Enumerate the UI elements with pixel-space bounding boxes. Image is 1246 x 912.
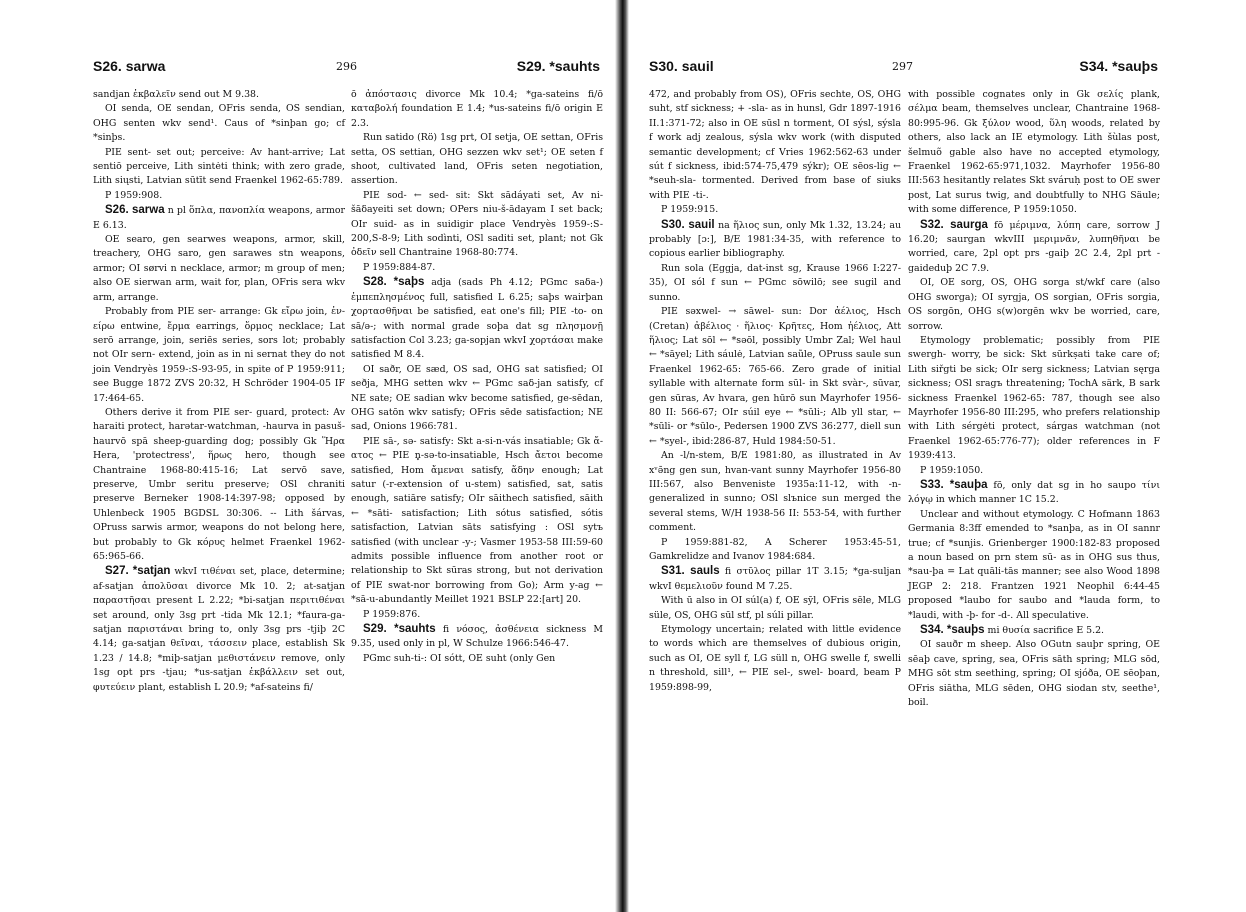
paragraph-text: P 1959:884-87. <box>363 261 436 273</box>
left-header-left: S26. sarwa <box>93 58 166 74</box>
text-paragraph <box>908 464 1160 478</box>
paragraph-text: Run satido (Rö) 1sg prt, OI setja, OE settan, OFris setta, OS settian, OHG sezzen wkv set¹; OE seten f shoot, cultivated land, OFris seten negotiation, assertion. <box>351 132 603 187</box>
right-header-right: S34. *sauþs <box>1079 58 1158 74</box>
left-column-1 <box>93 88 345 695</box>
entry-headword: S33. *sauþa <box>920 478 988 491</box>
right-column-2 <box>908 88 1160 710</box>
left-page-number: 296 <box>336 60 357 73</box>
entry-headword: S32. saurga <box>920 218 988 231</box>
right-page-header <box>624 58 1246 78</box>
paragraph-text: P 1959:876. <box>363 608 421 620</box>
paragraph-text: PIE sent- set out; perceive: Av hant-arrive; Lat sentiō perceive, Lith sintėti think; with zero grade, Lith siųsti, Latvian sūtīt send Fraenkel 1962-65:789. <box>93 146 345 187</box>
text-paragraph <box>351 435 603 608</box>
entry-headword: S28. *saþs <box>363 276 425 289</box>
text-paragraph <box>93 102 345 145</box>
right-header-left: S30. sauil <box>649 58 714 74</box>
entry-paragraph <box>908 218 1160 277</box>
paragraph-text: P 1959:908. <box>105 189 163 201</box>
text-paragraph <box>351 608 603 622</box>
paragraph-text: na ἥλιος sun, only Mk 1.32, 13.24; au probably [ɔ:], B/E 1981:34-35, with reference to copious earlier bibliography. <box>649 219 902 260</box>
paragraph-text: sandjan ἐκβαλεῖν send out M 9.38. <box>93 89 259 100</box>
right-page-number: 297 <box>892 60 913 73</box>
entry-paragraph <box>351 622 603 652</box>
entry-headword: S31. sauls <box>661 565 720 578</box>
paragraph-text: An -l/n-stem, B/E 1981:80, as illustrated in Av xᵛə̄ng gen sun, hvan-vant sunny Mayrhofer 1956-80 III:567, also Benveniste 1935a:11-12, with -n- generalized in sunno; OSl slъnice sun merged the several stems, W/H 1938-56 II: 553-54, with further comment. <box>649 450 901 534</box>
entry-paragraph <box>93 203 345 233</box>
entry-paragraph <box>649 218 901 262</box>
left-column-2 <box>351 88 603 666</box>
text-paragraph <box>649 623 901 695</box>
paragraph-text: Probably from PIE ser- arrange: Gk εἴρω join, ἐν-είρω entwine, ἔρμα earrings, ὅρμος necklace; Lat serō arrange, join, seriēs series, sors lot; probably not OIr sern- extend, join as in ni sernat they do not join Vendryès 1959-:S-93-95, in spite of P 1959:911; see Bugge 1872 ZVS 20:32, H Schröder 1904-05 IF 17:464-65. <box>93 306 345 404</box>
text-paragraph <box>93 406 345 564</box>
text-paragraph <box>351 652 603 666</box>
paragraph-text: OI, OE sorg, OS, OHG sorga st/wkf care (also OHG sworga); OI syrgja, OS sorgian, OFris sorgia, OS sorgōn, OHG s(w)orgēn wkv be worried, care, sorrow. <box>908 277 1160 332</box>
paragraph-text: wkvI τιθέναι set, place, determine; af-satjan ἀπολῦσαι divorce Mk 10. 2; at-satjan παραστῆσαι present L 2.22; *bi-satjan περιτιθέναι set around, only 3sg prt -tida Mk 12.1; *faura-ga-satjan παριστάναι bring to, only 3sg prs -tjiþ 2C 4.14; ga-satjan θεῖναι, τάσσειν place, establish Sk 1.23 / 14.8; *miþ-satjan μεθιστάνειν remove, only 1sg opt prs -tjau; *us-satjan ἐκβάλλειν set out, φυτεύειν plant, establish L 20.9; *af-sateins fi/ <box>93 566 345 693</box>
paragraph-text: PIE sәxwel- → sāwel- sun: Dor ἀέλιος, Hsch (Cretan) ἀβέλιος · ἥλιος· Κρῆτες, Hom ἠέλιος, Att ἥλιος; Lat sōl ← *sәōl, possibly Umbr Zal; Wel haul ← *sāyel; Lith sáulė, Latvian saũle, OPruss saule sun Fraenkel 1962-65: 765-66. Zero grade of initial syllable with alternate form sūl- in Skt svàr-, sūvar, gen sūras, Av hvara, gen hūrō sun Mayrhofer 1956-80 II: 566-67; OIr súil eye ← *sūli-; Alb yll star, ← *sūli- or *sūlo-, Pedersen 1900 ZVS 36:277, diell sun ← *syel-, ibid:286-87, Huld 1984:50-51. <box>649 306 901 447</box>
text-paragraph <box>351 189 603 261</box>
text-paragraph <box>351 261 603 275</box>
text-paragraph <box>93 189 345 203</box>
text-paragraph <box>351 131 603 189</box>
text-paragraph <box>649 594 901 623</box>
paragraph-text: 472, and probably from OS), OFris sechte, OS, OHG suht, stf sickness; + -sla- as in hunsl, Gdr 1897-1916 II.1:371-72; also in OE sūsl n torment, OI sýsl, sýsla f work adj zealous, sýsla wkv work (with disputed semantic development; cf Vries 1962:562-63 under sút f sickness, ibid:574-75,479 sýkr); OE sēos-lig ← *seuh-sla- tormented. Derived from base of siuks with PIE -ti-. <box>649 89 901 201</box>
paragraph-text: PIE sod- ← sed- sit: Skt sādáyati set, Av ni-šāδayeiti set down; OPers niu-š-ādayam I set back; OIr suid- as in suidigir place Vendryès 1959-:S-200,S-8-9; Lith sodìnti, OSl saditi set, plant; not Gk ὀδεῖν sell Chantraine 1968-80:774. <box>351 189 603 259</box>
paragraph-text: OI senda, OE sendan, OFris senda, OS sendian, OHG senten wkv send¹. Caus of *sinþan go; cf *sinþs. <box>93 103 345 144</box>
entry-paragraph <box>908 623 1160 638</box>
entry-headword: S30. sauil <box>661 218 715 231</box>
paragraph-text: fō μέριμνα, λύπη care, sorrow J 16.20; saurgan wkvIII μεριμνᾶν, λυπηθῆναι be worried, care, 2pl opt prs -gaiþ 2C 2.4, 2pl prt -gaideduþ 2C 7.9. <box>908 219 1160 274</box>
text-paragraph <box>649 203 901 217</box>
entry-headword: S26. sarwa <box>105 204 165 217</box>
entry-headword: S27. *satjan <box>105 565 171 578</box>
paragraph-text: Run sola (Eggja, dat-inst sg, Krause 1966 I:227-35), OI sól f sun ← PGmc sōwilō; see sugil and sunno. <box>649 262 901 303</box>
paragraph-text: fi στῦλος pillar 1T 3.15; *ga-suljan wkvI θεμελιοῦν found M 7.25. <box>649 566 901 592</box>
paragraph-text: fi νόσος, ἀσθένεια sickness M 9.35, used only in pl, W Schulze 1966:546-47. <box>351 624 603 650</box>
text-paragraph <box>908 334 1160 464</box>
left-page <box>0 0 622 912</box>
paragraph-text: with possible cognates only in Gk σελίς plank, σέλμα beam, themselves unclear, Chantraine 1968-80:995-96. Gk ξύλον wood, ὕλη woods, related by others, also lack an IE etymology. Lith šùlas post, šelmuõ gable also have no accepted etymology, Fraenkel 1962-65:971,1032. Mayrhofer 1956-80 III:563 hesitantly relates Skt sváruḥ post to OE swer post, Lat surus twig, and doubtfully to NHG Säule; with some difference, P 1959:1050. <box>908 89 1160 216</box>
entry-paragraph <box>93 564 345 695</box>
text-paragraph <box>93 233 345 305</box>
text-paragraph <box>649 262 901 305</box>
text-paragraph <box>351 363 603 435</box>
right-column-1 <box>649 88 901 695</box>
paragraph-text: OI sauðr m sheep. Also OGutn sauþr spring, OE sēaþ cave, spring, sea, OFris sāth spring; MLG sōd, MHG sōt stm seething, spring; OI sjóða, OE sēoþan, OFris siātha, MLG sēden, OHG siodan stv, seethe¹, boil. <box>908 639 1160 709</box>
paragraph-text: fō, only dat sg in ho saupo τίνι λόγῳ in which manner 1C 15.2. <box>908 479 1160 506</box>
entry-headword: S34. *sauþs <box>920 624 985 637</box>
paragraph-text: OI saðr, OE sæd, OS sad, OHG sat satisfied; OI seðja, MHG setten wkv ← PGmc saδ-jan satisfy, cf NE sate; OE sadian wkv become satisfied, ge-sēdan, OHG satōn wkv satisfy; OFris sēde satisfaction; NE sad, Onions 1966:781. <box>351 363 603 433</box>
text-paragraph <box>93 88 345 102</box>
paragraph-text: P 1959:881-82, A Scherer 1953:45-51, Gamkrelidze and Ivanov 1984:684. <box>649 536 901 562</box>
entry-paragraph <box>649 564 901 594</box>
text-paragraph <box>908 88 1160 218</box>
paragraph-text: ō ἀπόστασις divorce Mk 10.4; *ga-sateins fi/ō καταβολή foundation E 1.4; *us-sateins fi/ō origin E 2.3. <box>351 89 603 129</box>
paragraph-text: P 1959:1050. <box>920 464 984 476</box>
paragraph-text: n pl ὅπλα, πανοπλία weapons, armor E 6.13. <box>93 205 345 231</box>
paragraph-text: Etymology problematic; possibly from PIE swergh- worry, be sick: Skt sūrkṣati take care of; Lith siřgti be sick; OIr serg sickness; Latvian sęrga sickness; OSl sragъ threatening; TochA särk, B sark sickness Fraenkel 1962-65: 787, though see also Mayrhofer 1956-80 III:295, who prefers relationship with Lith sérgėti protect, sárgas watchman (not Fraenkel 1962-65:776-77); older references in F 1939:413. <box>908 334 1160 462</box>
text-paragraph <box>649 88 901 203</box>
text-paragraph <box>908 638 1160 710</box>
text-paragraph <box>351 88 603 131</box>
text-paragraph <box>908 276 1160 334</box>
paragraph-text: Etymology uncertain; related with little evidence to words which are themselves of dubious origin, such as OI, OE syll f, LG süll n, OHG swelle f, swelli n threshold, sill¹, ← PIE sel-, swel- board, beam P 1959:898-99, <box>649 624 901 693</box>
entry-paragraph <box>351 275 603 362</box>
text-paragraph <box>93 305 345 406</box>
text-paragraph <box>649 305 901 449</box>
paragraph-text: PGmc suh-ti-: OI sótt, OE suht (only Gen <box>363 652 556 664</box>
paragraph-text: P 1959:915. <box>661 204 719 216</box>
paragraph-text: mi θυσία sacrifice E 5.2. <box>984 625 1105 637</box>
text-paragraph <box>93 146 345 189</box>
text-paragraph <box>649 536 901 565</box>
paragraph-text: With ū also in OI súl(a) f, OE sȳl, OFris sēle, MLG süle, OS, OHG sūl stf, pl súli pillar. <box>649 595 901 621</box>
text-paragraph <box>908 508 1160 623</box>
left-page-header <box>0 58 622 78</box>
text-paragraph <box>649 449 901 535</box>
paragraph-text: OE searo, gen searwes weapons, armor, skill, treachery, OHG saro, gen sarawes stn weapons, armor; OI sørvi n necklace, armor; m group of men; also OE sierwan arm, wait for, plan, OFris sera wkv arm, arrange. <box>93 234 345 303</box>
paragraph-text: adja (sads Ph 4.12; PGmc saδa-) ἐμπεπλησμένος full, satisfied L 6.25; saþs wairþan χορτασθῆναι be satisfied, eat one's fill; PIE -to- on sā/ə-; with normal grade soþa dat sg πλησμονῇ satisfaction Col 3.23; ga-sopjan wkvI χορτάσαι make satisfied M 8.4. <box>351 277 603 361</box>
left-header-right: S29. *sauhts <box>516 58 600 74</box>
entry-paragraph <box>908 478 1160 508</box>
entry-headword: S29. *sauhts <box>363 623 436 636</box>
paragraph-text: Others derive it from PIE ser- guard, protect: Av haraiti protect, harətar-watchman, -haurva in pasuš-haurvō spā sheep-guarding dog; possibly Gk Ἥρα Hera, 'protectress', ἥρως hero, though see Chantraine 1968-80:415-16; Lat servō save, preserve, Umbr seritu preserve; OSl chraniti preserve Berneker 1908-14:397-98; opposed by Uhlenbeck 1905 BGDSL 30:306. -- Lith šárvas, OPruss sarwis armor, weapons do not belong here, but probably to Gk κόρυς helmet Fraenkel 1962-65:965-66. <box>93 406 345 562</box>
right-page <box>624 0 1246 912</box>
paragraph-text: Unclear and without etymology. C Hofmann 1863 Germania 8:3ff emended to *sanþa, as in OI sannr true; cf *sunjis. Grienberger 1900:182-83 proposed a noun based on prn stem sū- as in OHG sus thus, *sau-þa = Lat quāli-tās manner; see also Wood 1898 JEGP 2: 218. Frantzen 1921 Neophil 6:44-45 proposed *laubo for saubo and *lauda form, to *laudi, with -þ- for -d-. All speculative. <box>908 508 1160 621</box>
paragraph-text: PIE sā-, sə- satisfy: Skt a-si-n-vás insatiable; Gk ἄ-ατος ← PIE n̥-sə-to-insatiable, Hsch ἄετοι become satisfied, Hom ἄμεναι satisfy, ἅδην enough; Lat satur (-r-extension of u-stem) satisfied, sat, satis enough, satiāre satisfy; OIr sāithech satisfied, sāith ← *sāti- satisfaction; Lith sótus satisfied, sótis satisfaction, Latvian sāts satisfying : OSl sytъ satisfied (with unclear -y-; Vasmer 1953-58 III:59-60 admits possible influence from another root or relationship to Skt sūras strong, but not derivation of PIE swat-nor borrowing from Go); Arm y-ag ← *sā-u-abundantly Meillet 1921 BSLP 22:[art] 20. <box>351 435 603 606</box>
